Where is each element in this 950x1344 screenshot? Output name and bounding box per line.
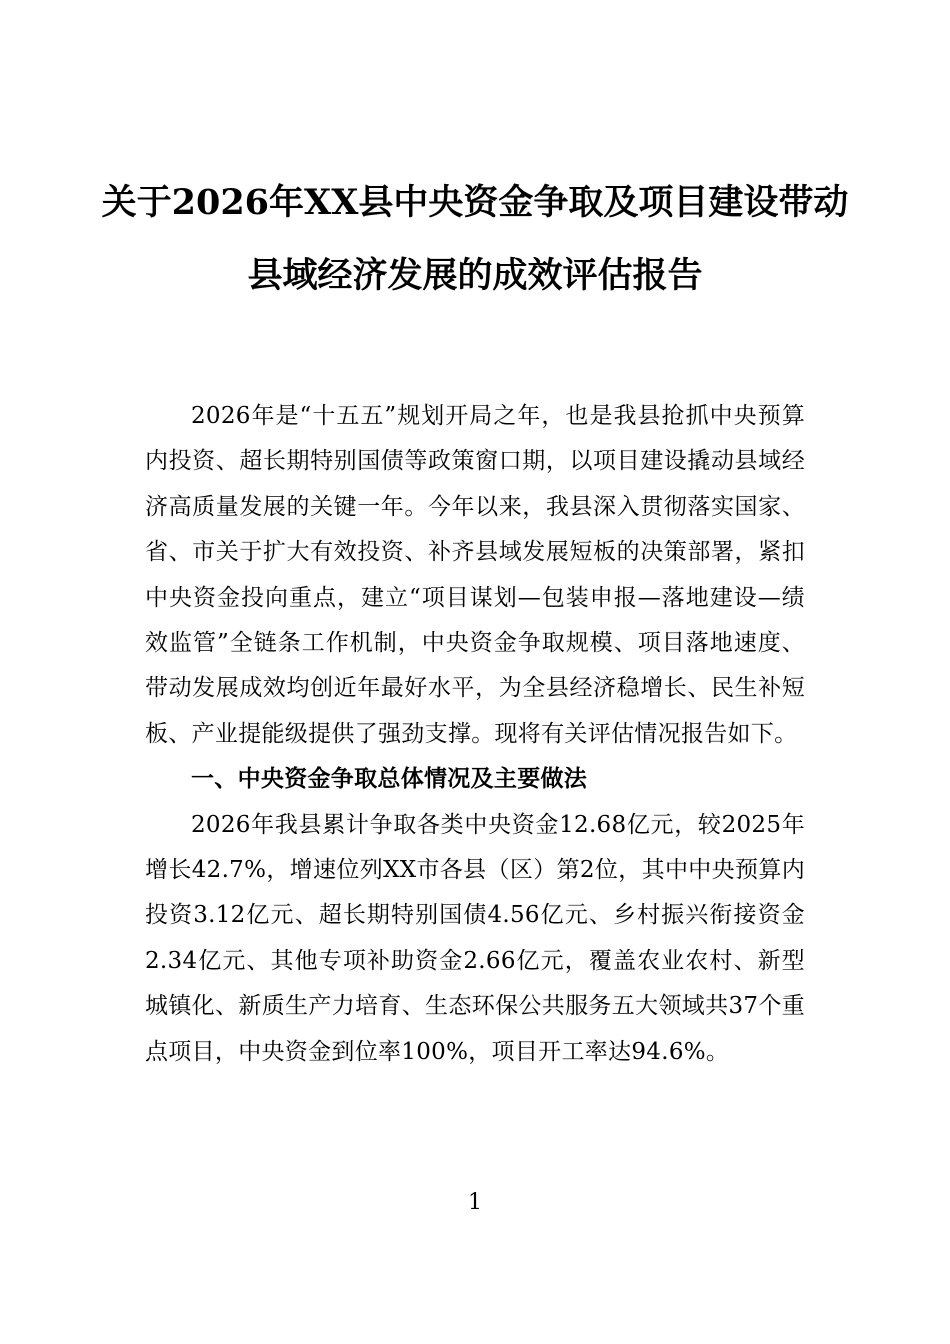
document-body [145, 394, 805, 1075]
section-heading: 一、中央资金争取总体情况及主要做法 [191, 766, 588, 793]
document-title: 关于2026年XX县中央资金争取及项目建设带动县域经济发展的成效评估报告 [101, 182, 849, 296]
section-paragraph: 2026年我县累计争取各类中央资金12.68亿元，较2025年增长42.7%，增速位列XX市各县（区）第2位，其中中央预算内投资3.12亿元、超长期特别国债4.56亿元、乡村振兴衔接资金2.34亿元、其他专项补助资金2.66亿元，覆盖农业农村、新型城镇化、新质生产力培育、生态环保公共服务五大领域共37个重点项目，中央资金到位率100%，项目开工率达94.6%。 [145, 811, 805, 1065]
page-number: 1 [468, 1190, 482, 1215]
intro-paragraph: 2026年是“十五五”规划开局之年，也是我县抢抓中央预算内投资、超长期特别国债等政策窗口期，以项目建设撬动县域经济高质量发展的关键一年。今年以来，我县深入贯彻落实国家、省、市关于扩大有效投资、补齐县域发展短板的决策部署，紧扣中央资金投向重点，建立“项目谋划—包装申报—落地建设—绩效监管”全链条工作机制，中央资金争取规模、项目落地速度、带动发展成效均创近年最好水平，为全县经济稳增长、民生补短板、产业提能级提供了强劲支撑。现将有关评估情况报告如下。 [145, 403, 805, 747]
